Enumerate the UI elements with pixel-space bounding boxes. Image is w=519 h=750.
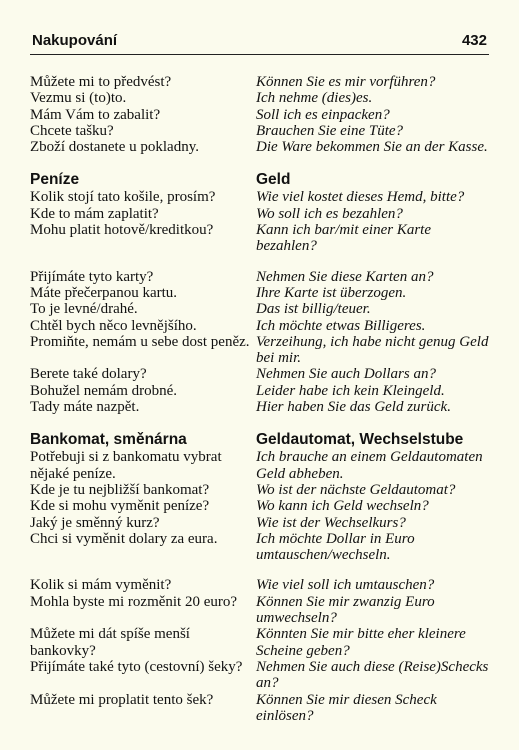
- phrase-row: [30, 189, 490, 205]
- phrase-german: Wie viel kostet dieses Hemd, bitte?: [256, 189, 465, 206]
- phrase-czech: Jaký je směnný kurz?: [30, 514, 160, 531]
- phrase-german: Ich brauche an einem Geldautomaten Geld abheben.: [256, 449, 483, 482]
- phrase-german: Wie ist der Wechselkurs?: [256, 514, 406, 531]
- phrase-czech: To je levné/drahé.: [30, 301, 138, 318]
- phrase-group: [30, 74, 490, 155]
- phrase-czech: Kde je tu nejbližší bankomat?: [30, 481, 210, 498]
- phrase-row: [30, 482, 490, 498]
- phrase-row: [30, 626, 490, 659]
- page-number: 432: [461, 32, 487, 49]
- phrase-row: [30, 301, 490, 317]
- phrase-czech: Promiňte, nemám u sebe dost peněz.: [30, 333, 250, 350]
- phrase-german: Verzeihung, ich habe nicht genug Geld bei mir.: [256, 333, 489, 367]
- phrase-czech: Mohla byste mi rozměnit 20 euro?: [30, 593, 238, 610]
- section-heading: [30, 431, 490, 448]
- phrase-czech: Kolik si mám vyměnit?: [30, 577, 172, 594]
- phrase-german: Wo ist der nächste Geldautomat?: [256, 481, 456, 498]
- heading-czech: Bankomat, směnárna: [30, 431, 187, 449]
- spacer: [30, 255, 490, 269]
- phrase-czech: Přijímáte tyto karty?: [30, 268, 154, 285]
- heading-german: Geldautomat, Wechselstube: [256, 431, 464, 449]
- section-title: Nakupování: [32, 32, 118, 49]
- phrase-czech: Můžete mi dát spíše menší bankovky?: [30, 626, 190, 659]
- phrase-row: [30, 366, 490, 382]
- phrase-row: [30, 531, 490, 564]
- phrase-row: [30, 594, 490, 627]
- phrase-czech: Zboží dostanete u pokladny.: [30, 139, 199, 156]
- phrase-row: [30, 399, 490, 415]
- phrase-german: Das ist billig/teuer.: [256, 301, 371, 318]
- phrase-german: Nehmen Sie diese Karten an?: [256, 268, 434, 285]
- phrase-german: Nehmen Sie auch Dollars an?: [256, 366, 436, 383]
- phrase-czech: Přijímáte také tyto (cestovní) šeky?: [30, 658, 243, 675]
- phrase-german: Ich möchte etwas Billigeres.: [256, 317, 426, 334]
- phrase-german: Ihre Karte ist überzogen.: [256, 284, 407, 301]
- phrase-row: [30, 498, 490, 514]
- phrase-czech: Můžete mi proplatit tento šek?: [30, 691, 214, 708]
- phrase-german: Leider habe ich kein Kleingeld.: [256, 382, 445, 399]
- phrase-german: Soll ich es einpacken?: [256, 106, 390, 123]
- phrase-row: [30, 90, 490, 106]
- phrase-czech: Chcete tašku?: [30, 122, 114, 139]
- phrase-row: [30, 269, 490, 285]
- phrase-czech: Kolik stojí tato košile, prosím?: [30, 189, 216, 206]
- phrase-czech: Tady máte nazpět.: [30, 399, 140, 416]
- phrase-row: [30, 659, 490, 692]
- heading-czech: Peníze: [30, 171, 80, 189]
- phrase-czech: Chci si vyměnit dolary za eura.: [30, 530, 218, 547]
- phrase-german: Ich möchte Dollar in Euro umtauschen/wechseln.: [256, 530, 415, 564]
- phrase-row: [30, 334, 490, 367]
- phrase-czech: Bohužel nemám drobné.: [30, 382, 178, 399]
- phrase-row: [30, 692, 490, 725]
- phrase-german: Hier haben Sie das Geld zurück.: [256, 399, 451, 416]
- phrase-row: [30, 206, 490, 222]
- phrase-czech: Potřebuji si z bankomatu vybrat nějaké peníze.: [30, 449, 222, 482]
- phrase-german: Ich nehme (dies)es.: [256, 90, 373, 107]
- phrase-czech: Berete také dolary?: [30, 366, 147, 383]
- phrase-row: [30, 123, 490, 139]
- phrase-row: [30, 139, 490, 155]
- phrase-german: Können Sie mir zwanzig Euro umwechseln?: [256, 593, 435, 627]
- phrase-czech: Kde si mohu vyměnit peníze?: [30, 498, 210, 515]
- phrase-german: Nehmen Sie auch diese (Reise)Schecks an?: [256, 658, 489, 692]
- phrase-row: [30, 318, 490, 334]
- phrase-german: Wo soll ich es bezahlen?: [256, 205, 403, 222]
- phrase-row: [30, 515, 490, 531]
- phrase-row: [30, 285, 490, 301]
- phrase-row: [30, 107, 490, 123]
- phrase-group: [30, 431, 490, 724]
- phrase-german: Kann ich bar/mit einer Karte bezahlen?: [256, 222, 431, 255]
- phrase-german: Können Sie es mir vorführen?: [256, 74, 436, 90]
- phrase-czech: Chtěl bych něco levnějšího.: [30, 317, 197, 334]
- phrase-czech: Kde to mám zaplatit?: [30, 205, 159, 222]
- phrase-row: [30, 222, 490, 255]
- phrase-german: Könnten Sie mir bitte eher kleinere Scheine geben?: [256, 626, 466, 659]
- phrase-czech: Mám Vám to zabalit?: [30, 106, 161, 123]
- page-header: [30, 30, 489, 55]
- phrase-row: [30, 74, 490, 90]
- phrase-row: [30, 383, 490, 399]
- phrase-czech: Vezmu si (to)to.: [30, 90, 127, 107]
- heading-german: Geld: [256, 171, 291, 189]
- phrase-czech: Máte přečerpanou kartu.: [30, 284, 178, 301]
- phrase-german: Die Ware bekommen Sie an der Kasse.: [256, 139, 488, 156]
- phrase-group: [30, 171, 490, 415]
- phrase-list: [30, 74, 490, 740]
- section-heading: [30, 171, 490, 188]
- phrase-german: Brauchen Sie eine Tüte?: [256, 122, 404, 139]
- spacer: [30, 563, 490, 577]
- phrase-row: [30, 577, 490, 593]
- phrase-czech: Můžete mi to předvést?: [30, 74, 172, 90]
- phrase-row: [30, 449, 490, 482]
- phrase-czech: Mohu platit hotově/kreditkou?: [30, 222, 214, 239]
- phrase-german: Können Sie mir diesen Scheck einlösen?: [256, 691, 437, 724]
- phrase-german: Wie viel soll ich umtauschen?: [256, 577, 435, 594]
- phrase-german: Wo kann ich Geld wechseln?: [256, 498, 429, 515]
